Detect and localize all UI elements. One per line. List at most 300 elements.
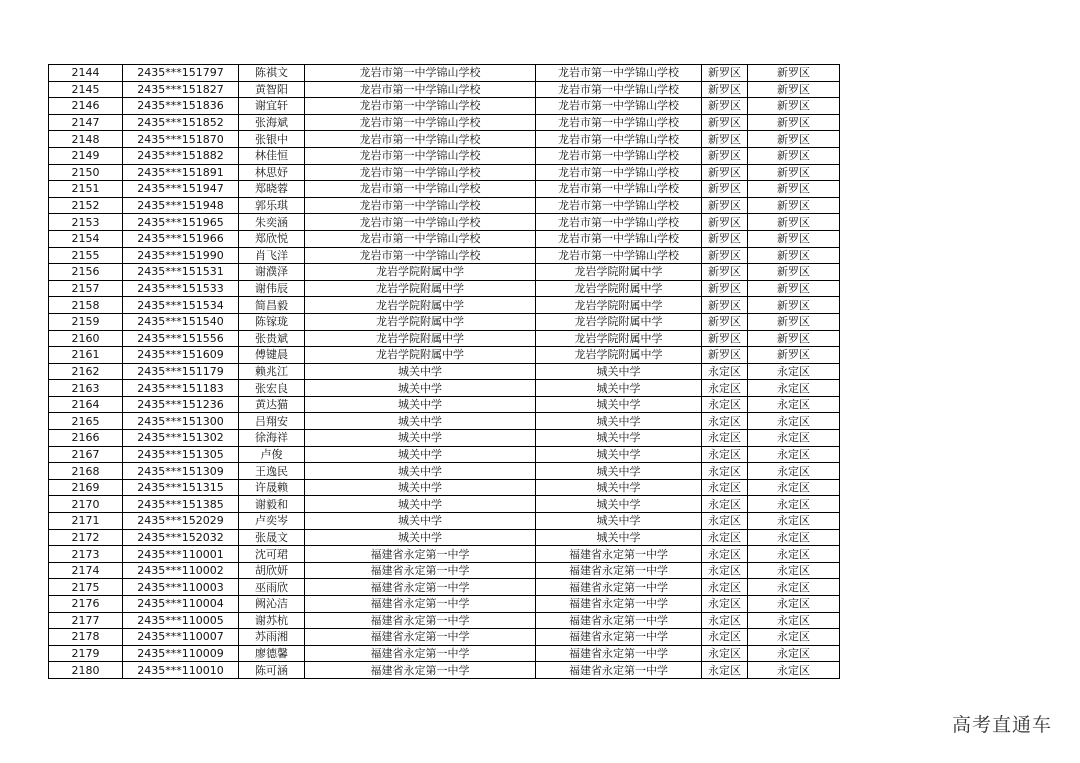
school-cell: 福建省永定第一中学: [305, 596, 536, 613]
district-cell: 新罗区: [702, 297, 748, 314]
exam-id-cell: 2435***151947: [123, 181, 239, 198]
table-row: [49, 131, 840, 148]
row-number-cell: 2147: [49, 114, 123, 131]
row-number-cell: 2150: [49, 164, 123, 181]
school-cell: 龙岩市第一中学锦山学校: [305, 214, 536, 231]
exam-id-cell: 2435***110001: [123, 546, 239, 563]
row-number-cell: 2148: [49, 131, 123, 148]
district-cell: 永定区: [702, 645, 748, 662]
school-cell: 城关中学: [305, 479, 536, 496]
exam-id-cell: 2435***151948: [123, 197, 239, 214]
exam-id-cell: 2435***151183: [123, 380, 239, 397]
admitted-district-cell: 新罗区: [748, 297, 840, 314]
admitted-school-cell: 福建省永定第一中学: [536, 645, 702, 662]
district-cell: 新罗区: [702, 65, 748, 82]
table-row: [49, 297, 840, 314]
student-name-cell: 谢濮泽: [239, 264, 305, 281]
student-name-cell: 朱奕涵: [239, 214, 305, 231]
student-name-cell: 谢苏杭: [239, 612, 305, 629]
admitted-district-cell: 永定区: [748, 579, 840, 596]
admitted-school-cell: 龙岩市第一中学锦山学校: [536, 181, 702, 198]
exam-id-cell: 2435***151836: [123, 98, 239, 115]
exam-id-cell: 2435***151531: [123, 264, 239, 281]
school-cell: 龙岩市第一中学锦山学校: [305, 131, 536, 148]
table-row: [49, 546, 840, 563]
table-row: [49, 164, 840, 181]
table-row: [49, 596, 840, 613]
table-row: [49, 463, 840, 480]
row-number-cell: 2146: [49, 98, 123, 115]
admitted-school-cell: 龙岩市第一中学锦山学校: [536, 131, 702, 148]
exam-id-cell: 2435***151309: [123, 463, 239, 480]
admitted-district-cell: 新罗区: [748, 181, 840, 198]
district-cell: 新罗区: [702, 330, 748, 347]
admitted-school-cell: 龙岩市第一中学锦山学校: [536, 147, 702, 164]
admitted-district-cell: 新罗区: [748, 147, 840, 164]
admitted-district-cell: 新罗区: [748, 98, 840, 115]
student-name-cell: 陈镓珑: [239, 313, 305, 330]
student-name-cell: 卢奕岑: [239, 513, 305, 530]
row-number-cell: 2164: [49, 396, 123, 413]
district-cell: 永定区: [702, 380, 748, 397]
school-cell: 龙岩学院附属中学: [305, 297, 536, 314]
table-row: [49, 347, 840, 364]
exam-id-cell: 2435***151827: [123, 81, 239, 98]
admitted-school-cell: 龙岩市第一中学锦山学校: [536, 98, 702, 115]
admitted-school-cell: 城关中学: [536, 396, 702, 413]
school-cell: 城关中学: [305, 430, 536, 447]
row-number-cell: 2179: [49, 645, 123, 662]
district-cell: 新罗区: [702, 81, 748, 98]
admitted-district-cell: 永定区: [748, 479, 840, 496]
exam-id-cell: 2435***151385: [123, 496, 239, 513]
table-row: [49, 380, 840, 397]
school-cell: 龙岩学院附属中学: [305, 330, 536, 347]
row-number-cell: 2153: [49, 214, 123, 231]
district-cell: 永定区: [702, 430, 748, 447]
row-number-cell: 2174: [49, 562, 123, 579]
admitted-district-cell: 永定区: [748, 645, 840, 662]
table-row: [49, 645, 840, 662]
admitted-school-cell: 龙岩学院附属中学: [536, 313, 702, 330]
school-cell: 福建省永定第一中学: [305, 662, 536, 679]
row-number-cell: 2151: [49, 181, 123, 198]
student-name-cell: 吕翔安: [239, 413, 305, 430]
school-cell: 城关中学: [305, 380, 536, 397]
admitted-school-cell: 城关中学: [536, 363, 702, 380]
district-cell: 新罗区: [702, 114, 748, 131]
admitted-school-cell: 龙岩市第一中学锦山学校: [536, 230, 702, 247]
admitted-district-cell: 新罗区: [748, 230, 840, 247]
table-row: [49, 214, 840, 231]
district-cell: 永定区: [702, 413, 748, 430]
exam-id-cell: 2435***151179: [123, 363, 239, 380]
district-cell: 永定区: [702, 529, 748, 546]
admitted-district-cell: 永定区: [748, 546, 840, 563]
row-number-cell: 2158: [49, 297, 123, 314]
district-cell: 永定区: [702, 596, 748, 613]
row-number-cell: 2176: [49, 596, 123, 613]
table-row: [49, 98, 840, 115]
student-name-cell: 肖飞洋: [239, 247, 305, 264]
data-sheet: [48, 64, 840, 679]
district-cell: 永定区: [702, 396, 748, 413]
school-cell: 龙岩市第一中学锦山学校: [305, 147, 536, 164]
admitted-district-cell: 新罗区: [748, 81, 840, 98]
school-cell: 城关中学: [305, 363, 536, 380]
exam-id-cell: 2435***151852: [123, 114, 239, 131]
table-row: [49, 562, 840, 579]
admitted-school-cell: 城关中学: [536, 529, 702, 546]
table-row: [49, 662, 840, 679]
exam-id-cell: 2435***151556: [123, 330, 239, 347]
exam-id-cell: 2435***151882: [123, 147, 239, 164]
row-number-cell: 2169: [49, 479, 123, 496]
school-cell: 福建省永定第一中学: [305, 629, 536, 646]
student-name-cell: 沈可珺: [239, 546, 305, 563]
exam-id-cell: 2435***110010: [123, 662, 239, 679]
student-name-cell: 谢毅和: [239, 496, 305, 513]
row-number-cell: 2159: [49, 313, 123, 330]
district-cell: 永定区: [702, 612, 748, 629]
row-number-cell: 2165: [49, 413, 123, 430]
school-cell: 城关中学: [305, 446, 536, 463]
exam-id-cell: 2435***151534: [123, 297, 239, 314]
school-cell: 龙岩市第一中学锦山学校: [305, 197, 536, 214]
exam-id-cell: 2435***151236: [123, 396, 239, 413]
admitted-district-cell: 新罗区: [748, 164, 840, 181]
row-number-cell: 2177: [49, 612, 123, 629]
admitted-district-cell: 新罗区: [748, 330, 840, 347]
district-cell: 新罗区: [702, 347, 748, 364]
school-cell: 城关中学: [305, 413, 536, 430]
admitted-school-cell: 城关中学: [536, 479, 702, 496]
exam-id-cell: 2435***151966: [123, 230, 239, 247]
exam-id-cell: 2435***151990: [123, 247, 239, 264]
student-name-cell: 傅键晨: [239, 347, 305, 364]
table-row: [49, 513, 840, 530]
district-cell: 新罗区: [702, 264, 748, 281]
admitted-school-cell: 龙岩市第一中学锦山学校: [536, 81, 702, 98]
exam-id-cell: 2435***151315: [123, 479, 239, 496]
student-name-cell: 郑欣悦: [239, 230, 305, 247]
row-number-cell: 2168: [49, 463, 123, 480]
admitted-school-cell: 福建省永定第一中学: [536, 596, 702, 613]
school-cell: 龙岩学院附属中学: [305, 347, 536, 364]
admitted-school-cell: 城关中学: [536, 496, 702, 513]
row-number-cell: 2163: [49, 380, 123, 397]
row-number-cell: 2171: [49, 513, 123, 530]
student-name-cell: 张晟文: [239, 529, 305, 546]
admitted-district-cell: 永定区: [748, 529, 840, 546]
row-number-cell: 2173: [49, 546, 123, 563]
school-cell: 龙岩市第一中学锦山学校: [305, 81, 536, 98]
admitted-school-cell: 龙岩学院附属中学: [536, 330, 702, 347]
watermark: 高考直通车: [951, 714, 1052, 736]
school-cell: 福建省永定第一中学: [305, 579, 536, 596]
row-number-cell: 2144: [49, 65, 123, 82]
admitted-school-cell: 龙岩市第一中学锦山学校: [536, 114, 702, 131]
admitted-district-cell: 永定区: [748, 562, 840, 579]
admitted-district-cell: 新罗区: [748, 264, 840, 281]
admitted-school-cell: 龙岩学院附属中学: [536, 264, 702, 281]
exam-id-cell: 2435***110004: [123, 596, 239, 613]
school-cell: 福建省永定第一中学: [305, 546, 536, 563]
student-name-cell: 张银中: [239, 131, 305, 148]
district-cell: 永定区: [702, 513, 748, 530]
student-name-cell: 张贵斌: [239, 330, 305, 347]
exam-id-cell: 2435***110009: [123, 645, 239, 662]
student-table: [48, 64, 840, 679]
admitted-district-cell: 永定区: [748, 629, 840, 646]
exam-id-cell: 2435***152029: [123, 513, 239, 530]
student-name-cell: 陈可涵: [239, 662, 305, 679]
admitted-district-cell: 新罗区: [748, 347, 840, 364]
row-number-cell: 2160: [49, 330, 123, 347]
table-row: [49, 230, 840, 247]
district-cell: 永定区: [702, 629, 748, 646]
school-cell: 龙岩市第一中学锦山学校: [305, 164, 536, 181]
table-row: [49, 446, 840, 463]
school-cell: 城关中学: [305, 496, 536, 513]
admitted-school-cell: 城关中学: [536, 446, 702, 463]
exam-id-cell: 2435***151540: [123, 313, 239, 330]
admitted-school-cell: 城关中学: [536, 513, 702, 530]
row-number-cell: 2167: [49, 446, 123, 463]
admitted-district-cell: 永定区: [748, 596, 840, 613]
exam-id-cell: 2435***110007: [123, 629, 239, 646]
student-name-cell: 张海斌: [239, 114, 305, 131]
admitted-school-cell: 城关中学: [536, 380, 702, 397]
district-cell: 永定区: [702, 496, 748, 513]
district-cell: 永定区: [702, 479, 748, 496]
table-row: [49, 197, 840, 214]
student-name-cell: 简昌毅: [239, 297, 305, 314]
student-name-cell: 卢俊: [239, 446, 305, 463]
school-cell: 福建省永定第一中学: [305, 612, 536, 629]
school-cell: 城关中学: [305, 463, 536, 480]
district-cell: 新罗区: [702, 230, 748, 247]
school-cell: 龙岩市第一中学锦山学校: [305, 65, 536, 82]
admitted-district-cell: 永定区: [748, 662, 840, 679]
table-row: [49, 413, 840, 430]
school-cell: 龙岩市第一中学锦山学校: [305, 114, 536, 131]
school-cell: 福建省永定第一中学: [305, 645, 536, 662]
district-cell: 永定区: [702, 463, 748, 480]
row-number-cell: 2175: [49, 579, 123, 596]
student-name-cell: 巫雨欣: [239, 579, 305, 596]
admitted-school-cell: 福建省永定第一中学: [536, 662, 702, 679]
district-cell: 永定区: [702, 562, 748, 579]
admitted-school-cell: 龙岩学院附属中学: [536, 347, 702, 364]
admitted-district-cell: 永定区: [748, 446, 840, 463]
student-name-cell: 王逸民: [239, 463, 305, 480]
admitted-district-cell: 永定区: [748, 513, 840, 530]
row-number-cell: 2145: [49, 81, 123, 98]
exam-id-cell: 2435***151609: [123, 347, 239, 364]
admitted-district-cell: 永定区: [748, 363, 840, 380]
row-number-cell: 2162: [49, 363, 123, 380]
row-number-cell: 2170: [49, 496, 123, 513]
student-name-cell: 胡欣妍: [239, 562, 305, 579]
admitted-school-cell: 福建省永定第一中学: [536, 546, 702, 563]
table-body: [49, 65, 840, 679]
table-row: [49, 147, 840, 164]
district-cell: 新罗区: [702, 181, 748, 198]
row-number-cell: 2180: [49, 662, 123, 679]
district-cell: 新罗区: [702, 197, 748, 214]
table-row: [49, 479, 840, 496]
exam-id-cell: 2435***110005: [123, 612, 239, 629]
admitted-district-cell: 新罗区: [748, 247, 840, 264]
row-number-cell: 2155: [49, 247, 123, 264]
district-cell: 永定区: [702, 579, 748, 596]
school-cell: 城关中学: [305, 396, 536, 413]
student-name-cell: 黄智阳: [239, 81, 305, 98]
school-cell: 龙岩市第一中学锦山学校: [305, 98, 536, 115]
table-row: [49, 181, 840, 198]
admitted-school-cell: 福建省永定第一中学: [536, 629, 702, 646]
district-cell: 新罗区: [702, 131, 748, 148]
exam-id-cell: 2435***110003: [123, 579, 239, 596]
table-row: [49, 629, 840, 646]
district-cell: 新罗区: [702, 313, 748, 330]
table-row: [49, 65, 840, 82]
admitted-school-cell: 龙岩市第一中学锦山学校: [536, 247, 702, 264]
table-row: [49, 330, 840, 347]
table-row: [49, 579, 840, 596]
admitted-school-cell: 龙岩学院附属中学: [536, 280, 702, 297]
admitted-district-cell: 新罗区: [748, 131, 840, 148]
student-name-cell: 苏雨湘: [239, 629, 305, 646]
admitted-school-cell: 福建省永定第一中学: [536, 562, 702, 579]
admitted-district-cell: 永定区: [748, 430, 840, 447]
admitted-district-cell: 新罗区: [748, 280, 840, 297]
exam-id-cell: 2435***151300: [123, 413, 239, 430]
admitted-district-cell: 永定区: [748, 413, 840, 430]
student-name-cell: 张宏良: [239, 380, 305, 397]
school-cell: 龙岩市第一中学锦山学校: [305, 247, 536, 264]
admitted-school-cell: 城关中学: [536, 430, 702, 447]
district-cell: 新罗区: [702, 164, 748, 181]
row-number-cell: 2156: [49, 264, 123, 281]
admitted-district-cell: 新罗区: [748, 197, 840, 214]
exam-id-cell: 2435***151870: [123, 131, 239, 148]
admitted-district-cell: 永定区: [748, 496, 840, 513]
student-name-cell: 阙沁洁: [239, 596, 305, 613]
exam-id-cell: 2435***151305: [123, 446, 239, 463]
admitted-school-cell: 龙岩市第一中学锦山学校: [536, 214, 702, 231]
admitted-district-cell: 永定区: [748, 396, 840, 413]
table-row: [49, 363, 840, 380]
admitted-school-cell: 龙岩市第一中学锦山学校: [536, 65, 702, 82]
table-row: [49, 430, 840, 447]
student-name-cell: 陈祺文: [239, 65, 305, 82]
row-number-cell: 2157: [49, 280, 123, 297]
row-number-cell: 2172: [49, 529, 123, 546]
student-name-cell: 廖德馨: [239, 645, 305, 662]
school-cell: 龙岩学院附属中学: [305, 280, 536, 297]
student-name-cell: 黄达猫: [239, 396, 305, 413]
district-cell: 新罗区: [702, 247, 748, 264]
school-cell: 龙岩学院附属中学: [305, 264, 536, 281]
student-name-cell: 林思妤: [239, 164, 305, 181]
admitted-district-cell: 新罗区: [748, 114, 840, 131]
exam-id-cell: 2435***151533: [123, 280, 239, 297]
row-number-cell: 2161: [49, 347, 123, 364]
row-number-cell: 2149: [49, 147, 123, 164]
table-row: [49, 114, 840, 131]
student-name-cell: 林佳恒: [239, 147, 305, 164]
row-number-cell: 2178: [49, 629, 123, 646]
district-cell: 新罗区: [702, 214, 748, 231]
admitted-school-cell: 城关中学: [536, 463, 702, 480]
row-number-cell: 2166: [49, 430, 123, 447]
table-row: [49, 81, 840, 98]
student-name-cell: 徐海祥: [239, 430, 305, 447]
admitted-school-cell: 福建省永定第一中学: [536, 579, 702, 596]
district-cell: 新罗区: [702, 280, 748, 297]
admitted-district-cell: 永定区: [748, 612, 840, 629]
table-row: [49, 529, 840, 546]
admitted-district-cell: 永定区: [748, 463, 840, 480]
school-cell: 城关中学: [305, 513, 536, 530]
school-cell: 龙岩市第一中学锦山学校: [305, 230, 536, 247]
exam-id-cell: 2435***151891: [123, 164, 239, 181]
table-row: [49, 496, 840, 513]
district-cell: 永定区: [702, 446, 748, 463]
student-name-cell: 郑晓蓉: [239, 181, 305, 198]
table-row: [49, 396, 840, 413]
admitted-school-cell: 龙岩市第一中学锦山学校: [536, 197, 702, 214]
school-cell: 福建省永定第一中学: [305, 562, 536, 579]
district-cell: 永定区: [702, 363, 748, 380]
row-number-cell: 2152: [49, 197, 123, 214]
district-cell: 永定区: [702, 662, 748, 679]
table-row: [49, 247, 840, 264]
admitted-district-cell: 永定区: [748, 380, 840, 397]
table-row: [49, 264, 840, 281]
student-name-cell: 谢伟辰: [239, 280, 305, 297]
district-cell: 新罗区: [702, 147, 748, 164]
admitted-district-cell: 新罗区: [748, 313, 840, 330]
admitted-school-cell: 龙岩市第一中学锦山学校: [536, 164, 702, 181]
table-row: [49, 313, 840, 330]
admitted-school-cell: 龙岩学院附属中学: [536, 297, 702, 314]
student-name-cell: 许晟赖: [239, 479, 305, 496]
exam-id-cell: 2435***151965: [123, 214, 239, 231]
school-cell: 城关中学: [305, 529, 536, 546]
exam-id-cell: 2435***110002: [123, 562, 239, 579]
district-cell: 新罗区: [702, 98, 748, 115]
table-row: [49, 280, 840, 297]
admitted-district-cell: 新罗区: [748, 214, 840, 231]
exam-id-cell: 2435***151302: [123, 430, 239, 447]
exam-id-cell: 2435***151797: [123, 65, 239, 82]
table-row: [49, 612, 840, 629]
student-name-cell: 赖兆江: [239, 363, 305, 380]
district-cell: 永定区: [702, 546, 748, 563]
school-cell: 龙岩学院附属中学: [305, 313, 536, 330]
admitted-school-cell: 城关中学: [536, 413, 702, 430]
admitted-district-cell: 新罗区: [748, 65, 840, 82]
exam-id-cell: 2435***152032: [123, 529, 239, 546]
admitted-school-cell: 福建省永定第一中学: [536, 612, 702, 629]
student-name-cell: 郭乐琪: [239, 197, 305, 214]
school-cell: 龙岩市第一中学锦山学校: [305, 181, 536, 198]
student-name-cell: 谢宜轩: [239, 98, 305, 115]
row-number-cell: 2154: [49, 230, 123, 247]
